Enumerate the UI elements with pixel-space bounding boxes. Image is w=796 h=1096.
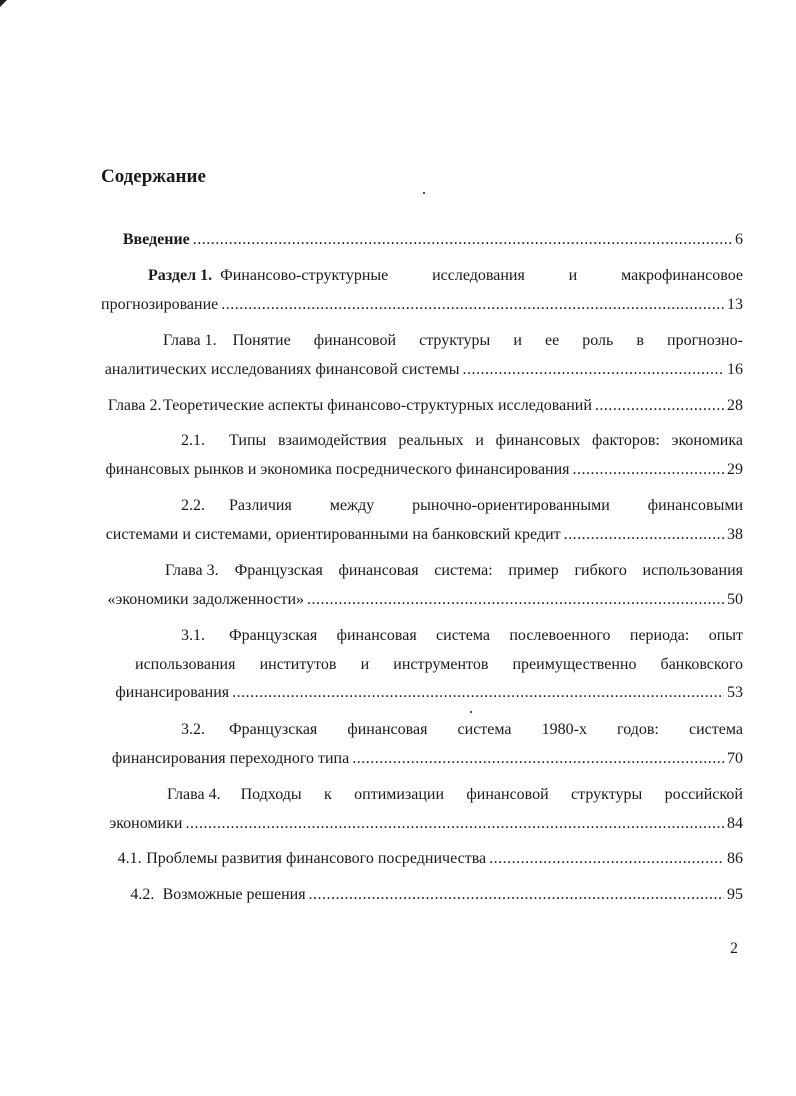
toc-page-number: 16 bbox=[727, 360, 743, 378]
toc-page-number: 84 bbox=[727, 814, 743, 832]
leader-dots bbox=[307, 586, 724, 615]
toc-entry-word: периода: bbox=[629, 627, 690, 644]
toc-page-number: 53 bbox=[727, 684, 743, 701]
toc-entry-title: Проблемы развития финансового посредничества bbox=[146, 850, 487, 867]
toc-entry-word: и bbox=[568, 267, 578, 284]
toc-entry-word: Французская bbox=[229, 721, 318, 738]
toc-entry-word: структуры bbox=[571, 786, 643, 803]
toc-entry-word: пример bbox=[508, 562, 559, 579]
toc-entry-section-3-1[interactable] bbox=[101, 622, 743, 708]
toc-entry-word: система bbox=[457, 721, 512, 738]
toc-entry-word: инструментов bbox=[393, 655, 489, 673]
toc-entry-word: банковского bbox=[660, 655, 743, 673]
toc-entry-word: Французская bbox=[234, 562, 323, 579]
toc-entry-word: финансовая bbox=[336, 627, 417, 644]
toc-entry-word: послевоенного bbox=[509, 627, 611, 644]
toc-entry-title: Возможные решения bbox=[162, 886, 306, 903]
toc-entry-word: и bbox=[513, 332, 522, 349]
toc-page-number: 95 bbox=[727, 886, 743, 903]
toc-entry-label: 3.1. bbox=[181, 627, 205, 644]
leader-dots bbox=[463, 356, 724, 385]
toc-entry-word: Типы bbox=[229, 432, 267, 449]
toc-entry-title: прогнозирование bbox=[101, 295, 219, 313]
toc-entry-label: Глава 4. bbox=[167, 786, 221, 803]
toc-entry-label: 4.1. bbox=[117, 850, 142, 867]
toc-entry-section-4-1[interactable] bbox=[101, 845, 743, 874]
toc-entry-word: исследования bbox=[432, 267, 525, 284]
toc-entry-word: к bbox=[324, 786, 332, 803]
toc-entry-title: аналитических исследованиях финансовой системы bbox=[104, 360, 460, 378]
toc-entry-word: Различия bbox=[229, 497, 292, 514]
scan-speck bbox=[470, 711, 472, 713]
toc-entry-word: факторов: bbox=[592, 432, 660, 449]
toc-entry-word: Подходы bbox=[240, 786, 302, 803]
toc-entry-title: финансирования bbox=[115, 684, 230, 701]
toc-entry-word: структуры bbox=[419, 332, 491, 349]
toc-entry-word: ее bbox=[544, 332, 560, 349]
leader-dots bbox=[564, 521, 724, 550]
scan-corner-mark bbox=[0, 0, 7, 7]
toc-entry-word: финансовая bbox=[338, 562, 419, 579]
toc-entry-title: системами и системами, ориентированными на банковский кредит bbox=[105, 525, 561, 543]
toc-entry-section-3-2[interactable] bbox=[101, 716, 743, 773]
toc-entry-word: и bbox=[360, 655, 370, 673]
toc-entry-word: экономика bbox=[671, 432, 743, 449]
leader-dots bbox=[573, 456, 724, 485]
toc-entry-word: финансовой bbox=[466, 786, 549, 803]
toc-entry-word: система bbox=[688, 721, 743, 738]
toc-entry-word: система bbox=[436, 627, 491, 644]
toc-entry-label: Раздел 1. bbox=[148, 267, 213, 284]
toc-page-number: 13 bbox=[727, 295, 743, 313]
toc-entry-chapter-1[interactable] bbox=[101, 327, 743, 384]
toc-entry-word: прогнозно- bbox=[667, 332, 743, 349]
leader-dots bbox=[309, 881, 724, 910]
toc-entry-section-4-2[interactable] bbox=[101, 881, 743, 910]
leader-dots bbox=[221, 291, 724, 320]
toc-entry-word: использования bbox=[135, 655, 236, 673]
toc-page-number: 28 bbox=[727, 397, 743, 414]
leader-dots bbox=[489, 845, 724, 874]
toc-entry-word: годов: bbox=[617, 721, 659, 738]
toc-entry-word: реальных bbox=[398, 432, 464, 449]
toc-entry-label: 4.2. bbox=[130, 886, 155, 903]
toc-entry-word: использования bbox=[642, 562, 743, 579]
toc-entry-label: Глава 3. bbox=[165, 562, 219, 579]
toc-entry-section-1[interactable] bbox=[101, 262, 743, 319]
toc-entry-title: экономики bbox=[109, 814, 183, 832]
toc-entry-word: в bbox=[636, 332, 644, 349]
toc-entry-word: 1980-х bbox=[541, 721, 587, 738]
toc-entry-word: финансовая bbox=[347, 721, 428, 738]
toc-entry-label: Глава 1. bbox=[163, 332, 217, 349]
toc-entry-word: финансовой bbox=[313, 332, 397, 349]
toc-entry-section-2-1[interactable] bbox=[101, 427, 743, 484]
leader-dots bbox=[232, 679, 724, 708]
toc-entry-chapter-3[interactable] bbox=[101, 557, 743, 614]
toc-entry-word: преимущественно bbox=[512, 655, 637, 673]
toc-entry-word: взаимодействия bbox=[278, 432, 387, 449]
toc-entry-word: опыт bbox=[708, 627, 743, 644]
leader-dots bbox=[193, 226, 732, 255]
toc-entry-title: Теоретические аспекты финансово-структурных исследований bbox=[163, 397, 592, 414]
toc-heading: Содержание bbox=[101, 166, 206, 187]
toc-entry-word: финансовыми bbox=[647, 497, 743, 514]
toc-entry-label: 2.2. bbox=[181, 497, 205, 514]
toc-entry-section-2-2[interactable] bbox=[101, 492, 743, 549]
toc-entry-intro[interactable] bbox=[101, 226, 743, 255]
toc-entry-chapter-4[interactable] bbox=[101, 781, 743, 838]
toc-entry-word: и bbox=[475, 432, 484, 449]
toc-entry-title: финансовых рынков и экономика посреднического финансирования bbox=[105, 460, 570, 478]
footer-page-number: 2 bbox=[730, 940, 738, 957]
toc-entry-word: Финансово-структурные bbox=[220, 267, 389, 284]
toc-entry-title: Введение bbox=[122, 231, 190, 248]
toc-entry-word: Понятие bbox=[232, 332, 291, 349]
toc-page-number: 6 bbox=[735, 231, 743, 248]
leader-dots bbox=[352, 745, 724, 774]
toc-entry-word: оптимизации bbox=[354, 786, 445, 803]
toc-page-number: 50 bbox=[727, 590, 743, 608]
toc-entry-label: 3.2. bbox=[181, 721, 205, 738]
leader-dots bbox=[185, 810, 724, 839]
toc-entry-word: гибкого bbox=[574, 562, 627, 579]
toc-entry-word: рыночно-ориентированными bbox=[412, 497, 610, 514]
toc-entry-word: Французская bbox=[229, 627, 318, 644]
toc-entry-title: финансирования переходного типа bbox=[111, 749, 350, 767]
toc-page-number: 70 bbox=[727, 749, 743, 767]
scan-speck bbox=[423, 192, 425, 194]
leader-dots bbox=[595, 392, 724, 421]
toc-entry-word: роль bbox=[582, 332, 614, 349]
toc-entry-word: система: bbox=[434, 562, 493, 579]
toc-entry-word: между bbox=[329, 497, 375, 514]
toc-entry-word: финансовых bbox=[495, 432, 581, 449]
toc-page-number: 29 bbox=[727, 460, 743, 478]
toc-entry-label: Глава 2. bbox=[107, 397, 162, 414]
toc-entry-label: 2.1. bbox=[181, 432, 205, 449]
toc-entry-word: российской bbox=[664, 786, 743, 803]
toc-page-number: 38 bbox=[727, 525, 743, 543]
toc-entry-word: институтов bbox=[259, 655, 337, 673]
toc-entry-chapter-2[interactable] bbox=[101, 392, 743, 421]
toc-entry-word: макрофинансовое bbox=[621, 267, 743, 284]
toc-entry-title: «экономики задолженности» bbox=[107, 590, 305, 608]
toc-page-number: 86 bbox=[727, 850, 744, 867]
